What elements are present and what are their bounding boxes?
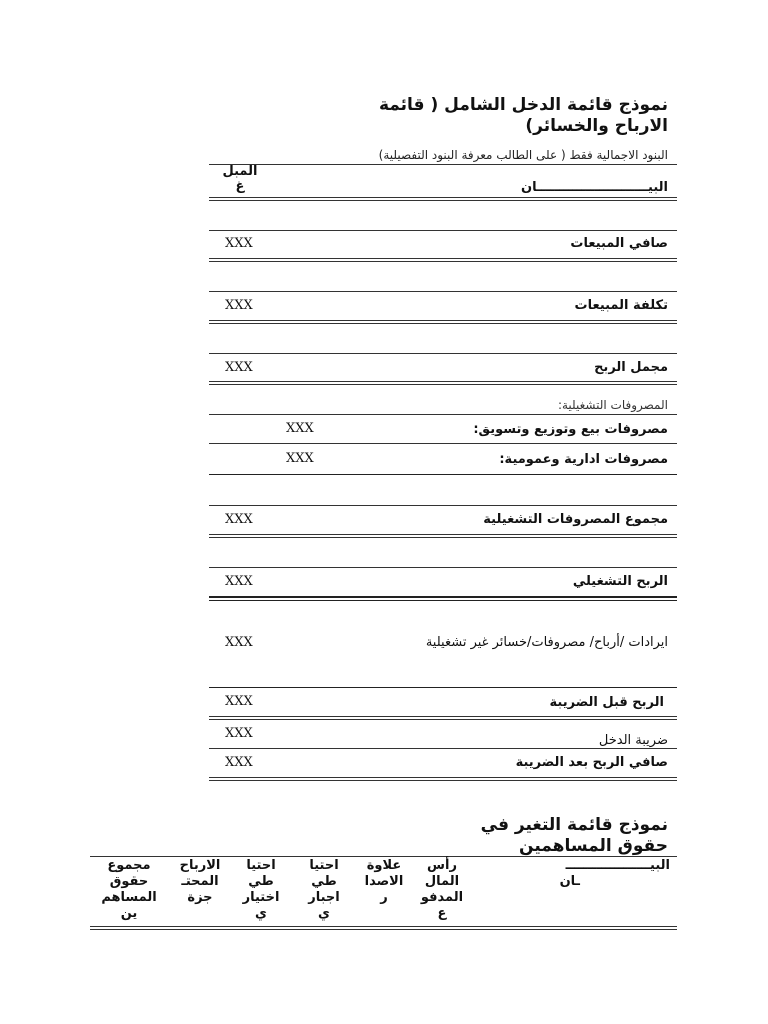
header-amount-line1: المبل — [222, 164, 258, 179]
header-bottom-rule — [209, 197, 677, 201]
equity-col-header-line: المدفو — [420, 890, 464, 905]
row-label-net-sales: صافي المبيعات — [570, 236, 668, 251]
equity-col-statutory-reserve — [298, 858, 350, 922]
equity-col-header-line: حقوق — [109, 874, 149, 889]
table-top-rule — [209, 164, 677, 165]
income-statement-title-line2: الارباح والخسائر) — [525, 116, 668, 136]
row-amount-operating-profit: XXX — [225, 574, 253, 589]
row-label-non-operating-items: ايرادات /أرباح/ مصروفات/خسائر غير تشغيلية — [425, 635, 668, 650]
equity-statement-title-line1: نموذج قائمة التغير في — [480, 815, 668, 835]
row-amount-non-operating-items: XXX — [225, 635, 253, 650]
header-amount-label — [222, 164, 258, 194]
equity-col-header-line: ع — [437, 906, 447, 921]
equity-col-header-line: مجموع — [107, 858, 151, 873]
equity-col-share-premium — [355, 858, 413, 906]
row-amount-profit-before-tax: XXX — [225, 694, 253, 709]
row-rule — [209, 687, 677, 688]
row-rule — [209, 567, 677, 568]
row-rule — [209, 320, 677, 324]
equity-col-header-line: طي — [311, 874, 337, 889]
row-rule — [209, 443, 677, 444]
row-amount-net-sales: XXX — [225, 236, 253, 251]
row-rule — [209, 777, 677, 781]
row-label-profit-before-tax: الربح قبل الضريبة — [549, 695, 664, 710]
equity-statement-title-line2: حقوق المساهمين — [519, 836, 668, 856]
income-statement-title-line1: نموذج قائمة الدخل الشامل ( قائمة — [378, 95, 668, 115]
row-amount-income-tax: XXX — [225, 726, 253, 741]
equity-col-header-line: ي — [318, 906, 330, 921]
row-rule — [209, 291, 677, 292]
equity-col-header-line: ين — [120, 906, 138, 921]
equity-col-header-line: علاوة — [366, 858, 402, 873]
equity-col-header-line: المحتـ — [181, 874, 219, 889]
row-label-income-tax: ضريبة الدخل — [598, 733, 668, 748]
row-amount-net-profit-after-tax: XXX — [225, 755, 253, 770]
equity-col-retained-earnings — [170, 858, 230, 906]
equity-col-item — [470, 858, 670, 890]
header-amount-line2: غ — [235, 179, 245, 194]
equity-col-item-line1: البيـــــــــــــــــــ — [565, 858, 670, 873]
instruction-note: البنود الاجمالية فقط ( على الطالب معرفة البنود التفصيلية) — [378, 148, 668, 162]
equity-col-header-line: اختيار — [242, 890, 280, 905]
equity-table-top-rule — [90, 856, 677, 857]
row-amount-admin-expenses: XXX — [286, 451, 314, 466]
equity-col-header-line: احتيا — [246, 858, 276, 873]
equity-col-header-line: رأس — [427, 858, 457, 873]
equity-col-paid-capital — [412, 858, 472, 922]
row-label-selling-expenses: مصروفات بيع وتوزيع وتسويق: — [473, 422, 668, 437]
row-label-net-profit-after-tax: صافي الربح بعد الضريبة — [515, 755, 668, 770]
row-amount-selling-expenses: XXX — [286, 421, 314, 436]
row-rule — [209, 716, 677, 720]
row-label-total-operating-expenses: مجموع المصروفات التشغيلية — [483, 512, 668, 527]
row-label-operating-profit: الربح التشغيلي — [572, 574, 668, 589]
income-statement-title — [379, 95, 668, 137]
equity-col-voluntary-reserve — [234, 858, 288, 922]
equity-col-header-line: ي — [255, 906, 267, 921]
row-rule — [209, 474, 677, 475]
row-label-gross-profit: مجمل الربح — [594, 360, 668, 375]
row-label-cost-of-sales: تكلفة المبيعات — [574, 298, 668, 313]
equity-statement-title — [481, 815, 668, 857]
row-rule — [209, 534, 677, 538]
equity-col-total-equity — [92, 858, 166, 922]
row-rule — [209, 230, 677, 231]
row-amount-gross-profit: XXX — [225, 360, 253, 375]
row-rule — [209, 748, 677, 749]
row-amount-cost-of-sales: XXX — [225, 298, 253, 313]
header-item-label: البيـــــــــــــــــــــــــان — [520, 180, 668, 195]
row-rule — [209, 258, 677, 262]
equity-col-header-line: جزة — [187, 890, 213, 905]
equity-col-item-line2: ـان — [559, 874, 580, 889]
row-label-admin-expenses: مصروفات ادارية وعمومية: — [499, 452, 668, 467]
equity-col-header-line: ر — [380, 890, 388, 905]
operating-expenses-heading: المصروفات التشغيلية: — [557, 398, 668, 412]
row-amount-total-operating-expenses: XXX — [225, 512, 253, 527]
equity-col-header-line: المال — [424, 874, 460, 889]
equity-col-header-line: احتيا — [309, 858, 339, 873]
equity-col-header-line: الاصدا — [364, 874, 404, 889]
row-rule — [209, 505, 677, 506]
row-rule — [209, 596, 677, 601]
equity-col-header-line: اجبار — [308, 890, 340, 905]
row-rule — [209, 414, 677, 415]
equity-header-bottom-rule — [90, 926, 677, 930]
row-rule — [209, 381, 677, 385]
row-rule — [209, 353, 677, 354]
equity-col-header-line: الارباح — [179, 858, 221, 873]
equity-col-header-line: طي — [248, 874, 274, 889]
equity-col-header-line: المساهم — [101, 890, 157, 905]
